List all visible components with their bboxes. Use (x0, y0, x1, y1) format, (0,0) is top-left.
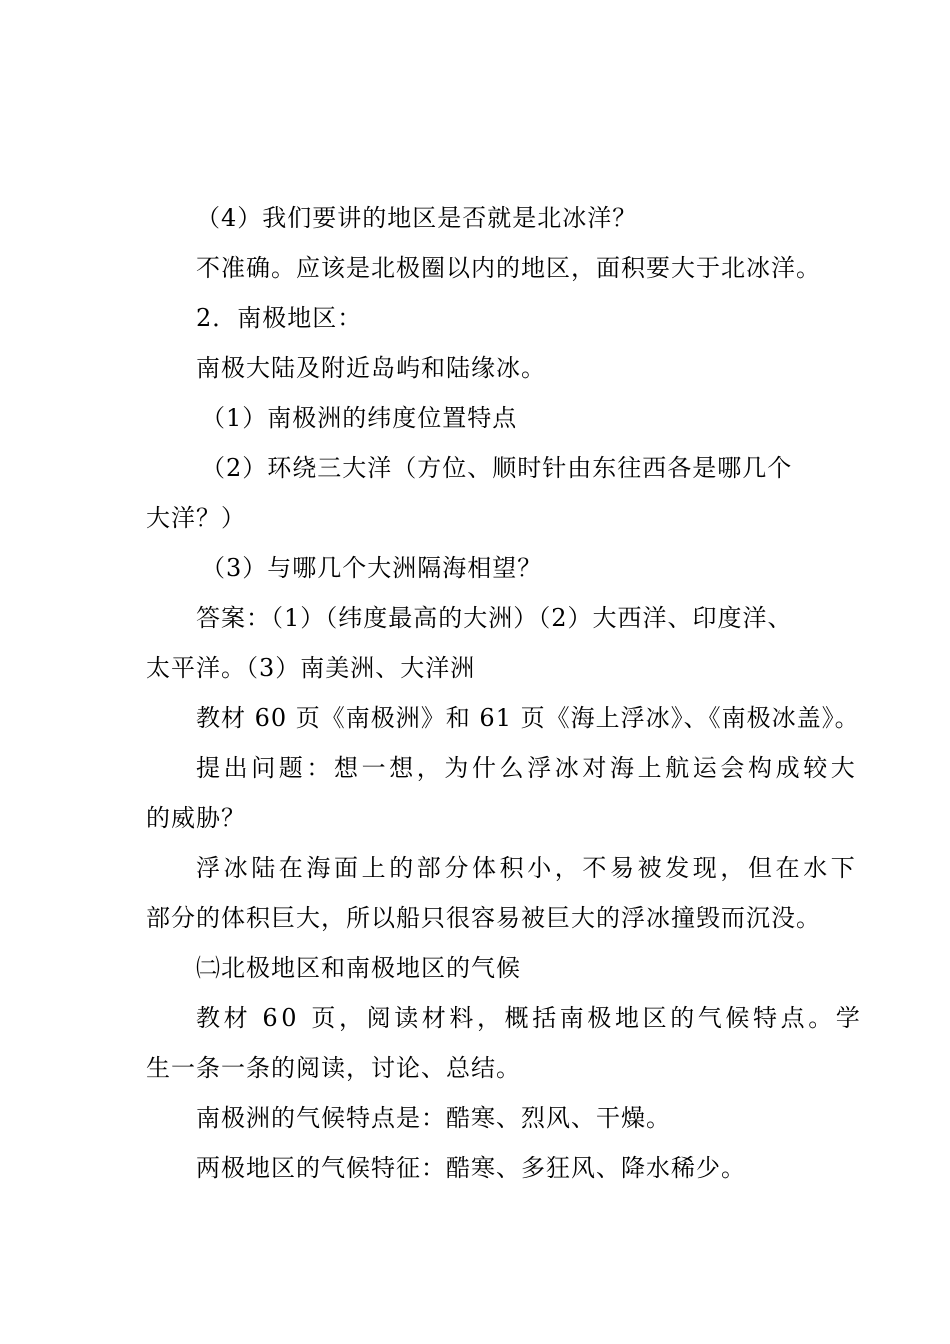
paragraph-line-continued: 部分的体积巨大，所以船只很容易被巨大的浮冰撞毁而沉没。 (146, 904, 821, 932)
paragraph-line: 提出问题：想一想，为什么浮冰对海上航运会构成较大 (196, 754, 859, 782)
question-line: （2）环绕三大洋（方位、顺时针由东往西各是哪几个 (201, 454, 793, 482)
paragraph-line: 南极洲的气候特点是：酷寒、烈风、干燥。 (196, 1104, 671, 1132)
paragraph-line-continued: 的威胁？ (146, 804, 246, 832)
section-heading: 2．南极地区： (196, 304, 363, 332)
document-body (146, 193, 864, 1193)
paragraph-line-continued: 生一条一条的阅读，讨论、总结。 (146, 1054, 521, 1082)
question-line: （1）南极洲的纬度位置特点 (201, 404, 518, 432)
paragraph-line: 不准确。应该是北极圈以内的地区，面积要大于北冰洋。 (196, 254, 821, 282)
paragraph-line: 南极大陆及附近岛屿和陆缘冰。 (196, 354, 546, 382)
section-heading: ㈡北极地区和南极地区的气候 (196, 954, 521, 982)
paragraph-line: 两极地区的气候特征：酷寒、多狂风、降水稀少。 (196, 1154, 746, 1182)
paragraph-line: 教材 60 页，阅读材料，概括南极地区的气候特点。学 (196, 1004, 864, 1032)
question-line-continued: 大洋？） (146, 504, 246, 532)
paragraph-line: 教材 60 页《南极洲》和 61 页《海上浮冰》、《南极冰盖》。 (196, 704, 860, 732)
paragraph-line: （4）我们要讲的地区是否就是北冰洋？ (196, 204, 638, 232)
answer-line-continued: 太平洋。（3）南美洲、大洋洲 (146, 654, 476, 682)
question-line: （3）与哪几个大洲隔海相望？ (201, 554, 543, 582)
answer-line: 答案：（1）（纬度最高的大洲）（2）大西洋、印度洋、 (196, 604, 793, 632)
paragraph-line: 浮冰陆在海面上的部分体积小，不易被发现，但在水下 (196, 854, 859, 882)
